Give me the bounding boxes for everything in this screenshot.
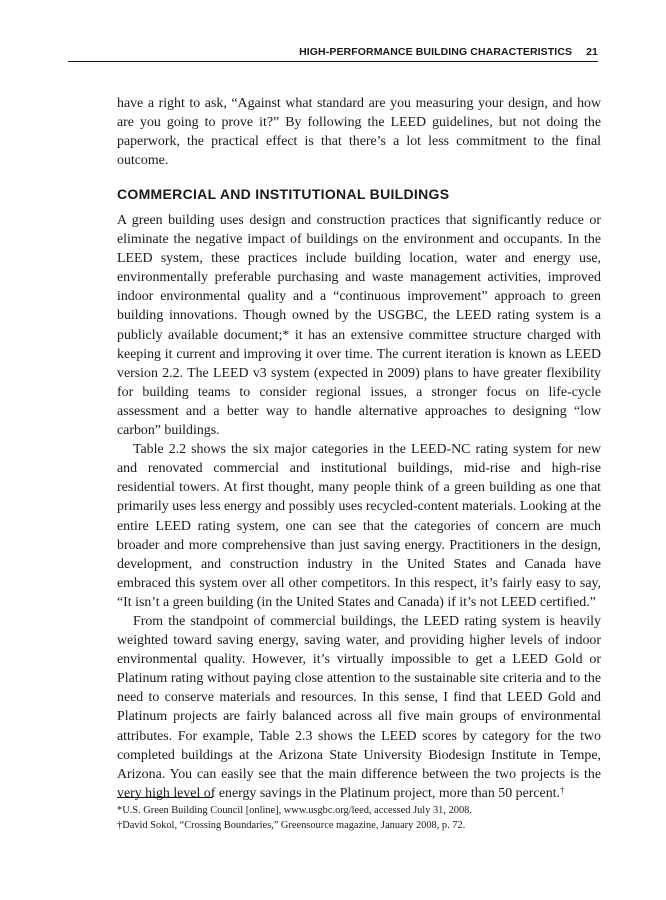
intro-paragraph: have a right to ask, “Against what standard are you measuring your design, and how are you going to prove it?” By following the LEED guidelines, but not doing the paperwork, the practical effect is that there’s a lot less commitment to the final outcome. [117,96,601,169]
footnote-1: *U.S. Green Building Council [online], www.usgbc.org/leed, accessed July 31, 2008. [117,805,472,816]
body-paragraph-3 [117,612,601,803]
section-body [117,211,601,803]
footnote-divider [117,797,213,798]
footnotes [117,803,601,833]
dagger-footnote-mark: † [559,784,565,795]
body-paragraph-3-text: From the standpoint of commercial buildings, the LEED rating system is heavily weighted toward saving energy, saving water, and providing higher levels of indoor environmental quality. However, it’s virtually impossible to get a LEED Gold or Platinum rating without paying close attention to the sustainable site criteria and to the need to conserve materials and resources. In this sense, I find that LEED Gold and Platinum projects are fairly balanced across all five main groups of environmental attributes. For example, Table 2.3 shows the LEED scores by category for the two completed buildings at the Arizona State University Biodesign Institute in Tempe, Arizona. You can easily see that the main difference between the two projects is the very high level of energy savings in the Platinum project, more than 50 percent. [117,613,601,801]
section-heading: COMMERCIAL AND INSTITUTIONAL BUILDINGS [117,186,450,202]
footnote-2: †David Sokol, “Crossing Boundaries,” Greensource magazine, January 2008, p. 72. [117,820,466,831]
body-paragraph-2: Table 2.2 shows the six major categories in the LEED-NC rating system for new and renovated commercial and institutional buildings, mid-rise and high-rise residential towers. At first thought, many people think of a green building as one that primarily uses less energy and possibly uses recycled-content materials. Looking at the entire LEED rating system, one can see that the categories of concern are much broader and more comprehensive than just saving energy. Practitioners in the design, development, and construction industry in the United States and Canada have embraced this system over all other competitors. In this respect, it’s fairly easy to say, “It isn’t a green building (in the United States and Canada) if it’s not LEED certified.” [117,442,601,610]
intro-block [117,94,601,170]
body-paragraph-1: A green building uses design and construction practices that significantly reduce or eliminate the negative impact of buildings on the environment and occupants. In the LEED system, these practices include building location, water and energy use, environmentally preferable purchasing and waste management activities, improved indoor environmental quality and a “continuous improvement” approach to green building innovations. Though owned by the USGBC, the LEED rating system is a publicly available document;* it has an extensive committee structure charged with keeping it current and improving it over time. The current iteration is known as LEED version 2.2. The LEED v3 system (expected in 2009) plans to have greater flexibility for building teams to consider regional issues, a stronger focus on life-cycle assessment and a better way to handle alternative approaches to designing “low carbon” buildings. [117,213,601,439]
running-header [68,44,598,62]
page-number: 21 [586,46,598,58]
running-title: HIGH-PERFORMANCE BUILDING CHARACTERISTICS [299,46,573,58]
